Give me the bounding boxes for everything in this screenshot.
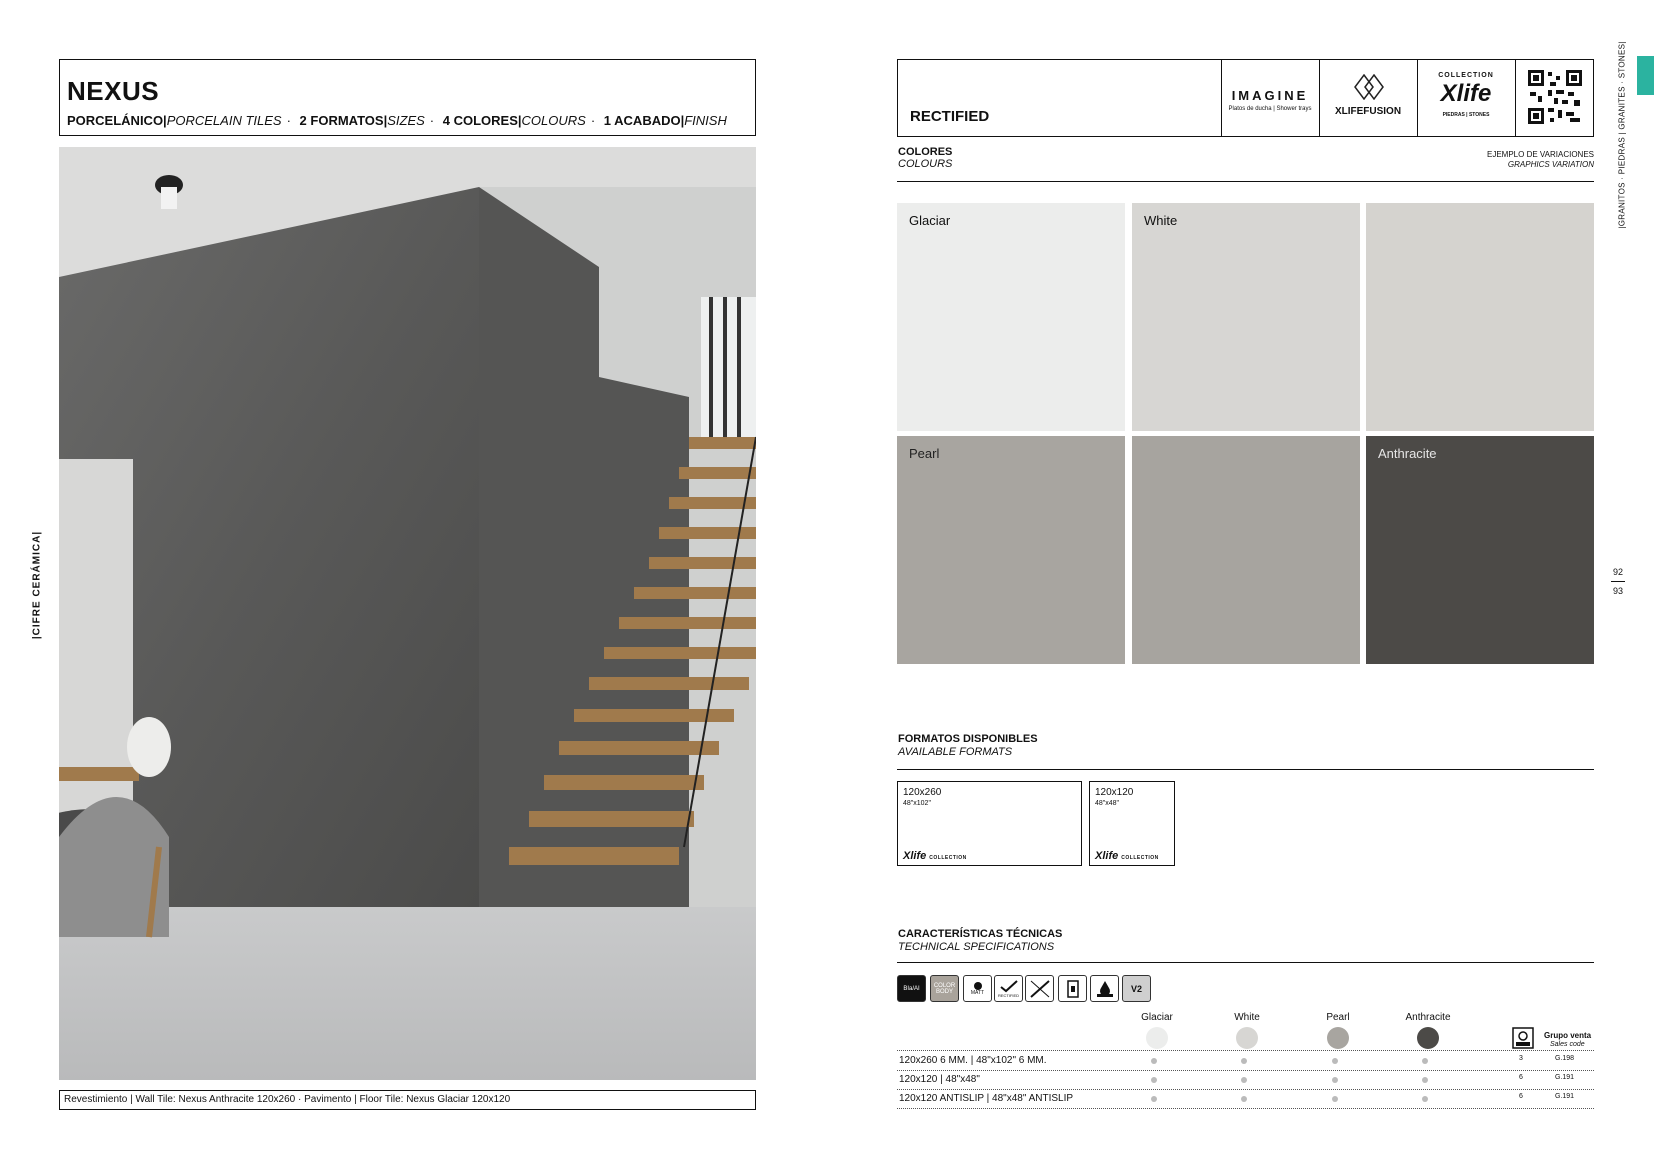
- col-head-pearl: Pearl: [1326, 1012, 1350, 1023]
- material-label: PORCELÁNICO|: [67, 113, 167, 128]
- photo-caption: Revestimiento | Wall Tile: Nexus Anthracite 120x260 · Pavimento | Floor Tile: Nexus Glaciar 120x120: [59, 1090, 756, 1110]
- swatch-pearl: Pearl: [897, 436, 1125, 664]
- xlifefusion-logo: XLIFEFUSION: [1319, 60, 1417, 136]
- swatch-anthracite: Anthracite: [1366, 436, 1594, 664]
- colours-title: COLORES: [898, 146, 953, 158]
- variation-subtitle: GRAPHICS VARIATION: [1507, 160, 1594, 169]
- col-head-glaciar: Glaciar: [1141, 1012, 1173, 1023]
- product-title: NEXUS: [67, 76, 160, 106]
- formats-title: FORMATOS DISPONIBLES: [898, 733, 1038, 745]
- staircase-illustration: [59, 147, 756, 1080]
- qr-code-icon: [1528, 70, 1582, 124]
- swatch-glaciar: Glaciar: [897, 203, 1125, 431]
- stain-icon: [1090, 975, 1119, 1002]
- sizes-label: 2 FORMATOS|: [299, 113, 388, 128]
- col-head-white: White: [1234, 1012, 1260, 1023]
- colours-subtitle: COLOURS: [898, 158, 953, 170]
- format-120x120: 120x120 48"x48" Xlife COLLECTION: [1089, 781, 1175, 866]
- diamond-icon: [1354, 74, 1384, 100]
- brand-side-label: |CIFRE CERÁMICA|: [31, 530, 43, 640]
- door-icon: [1058, 975, 1087, 1002]
- table-row: 120x260 6 MM. | 48"x102" 6 MM. 3 G.198: [897, 1052, 1594, 1071]
- col-circle-glaciar: [1146, 1027, 1168, 1049]
- specs-divider: [897, 962, 1594, 963]
- rectified-label: RECTIFIED: [910, 108, 990, 125]
- rectified-icon: RECTIFIED: [994, 975, 1023, 1002]
- matt-finish-icon: MATT: [963, 975, 992, 1002]
- qr-code[interactable]: [1515, 60, 1593, 136]
- specs-title: CARACTERÍSTICAS TÉCNICAS: [898, 928, 1063, 940]
- finish-label: 1 ACABADO|: [603, 113, 685, 128]
- col-head-anthracite: Anthracite: [1405, 1012, 1451, 1023]
- page-numbers: 92 93: [1612, 567, 1623, 596]
- variation-v2-icon: V2: [1122, 975, 1151, 1002]
- sizes-label-en: SIZES: [387, 113, 425, 128]
- format-120x260: 120x260 48"x102" Xlife COLLECTION: [897, 781, 1082, 866]
- finish-label-en: FINISH: [684, 113, 727, 128]
- colours-divider: [897, 181, 1594, 182]
- swatch-variation-pearl: [1132, 436, 1360, 664]
- variation-title: EJEMPLO DE VARIACIONES: [1487, 150, 1594, 159]
- sales-code-head: Sales code: [1550, 1041, 1585, 1048]
- sales-group-head: Grupo venta: [1544, 1031, 1592, 1040]
- xlife-collection-mark: Xlife COLLECTION: [903, 850, 967, 862]
- xlife-collection-logo: COLLECTION Xlife PIEDRAS | STONES: [1417, 60, 1515, 136]
- swatch-white: White: [1132, 203, 1360, 431]
- interior-photo: [59, 147, 756, 1080]
- col-circle-white: [1236, 1027, 1258, 1049]
- frost-icon: [1025, 975, 1054, 1002]
- colour-body-icon: COLOR BODY: [930, 975, 959, 1002]
- product-subtitle: PORCELÁNICO|PORCELAIN TILES · 2 FORMATOS|SIZES · 4 COLORES|COLOURS · 1 ACABADO|FINISH: [67, 113, 727, 128]
- spec-table-top-rule: [897, 1050, 1594, 1051]
- section-tab: [1637, 56, 1654, 95]
- imagine-logo: IMAGINE Platos de ducha | Shower trays: [1221, 60, 1319, 136]
- xlife-collection-mark: Xlife COLLECTION: [1095, 850, 1159, 862]
- bia-group-icon: BIa/AI: [897, 975, 926, 1002]
- formats-divider: [897, 769, 1594, 770]
- colours-label-en: COLOURS: [521, 113, 586, 128]
- formats-subtitle: AVAILABLE FORMATS: [898, 746, 1013, 758]
- material-label-en: PORCELAIN TILES: [166, 113, 282, 128]
- box-pieces-icon: [1512, 1027, 1534, 1049]
- swatch-variation-light: [1366, 203, 1594, 431]
- specs-subtitle: TECHNICAL SPECIFICATIONS: [898, 941, 1055, 953]
- col-circle-pearl: [1327, 1027, 1349, 1049]
- col-circle-anthracite: [1417, 1027, 1439, 1049]
- header-box: [897, 59, 1594, 137]
- title-box: [59, 59, 756, 136]
- colours-label: 4 COLORES|: [442, 113, 522, 128]
- table-row: 120x120 ANTISLIP | 48"x48" ANTISLIP 6 G.191: [897, 1090, 1594, 1109]
- section-side-label: |GRANITOS · PIEDRAS | GRANITES · STONES|: [1617, 41, 1627, 229]
- table-row: 120x120 | 48"x48" 6 G.191: [897, 1071, 1594, 1090]
